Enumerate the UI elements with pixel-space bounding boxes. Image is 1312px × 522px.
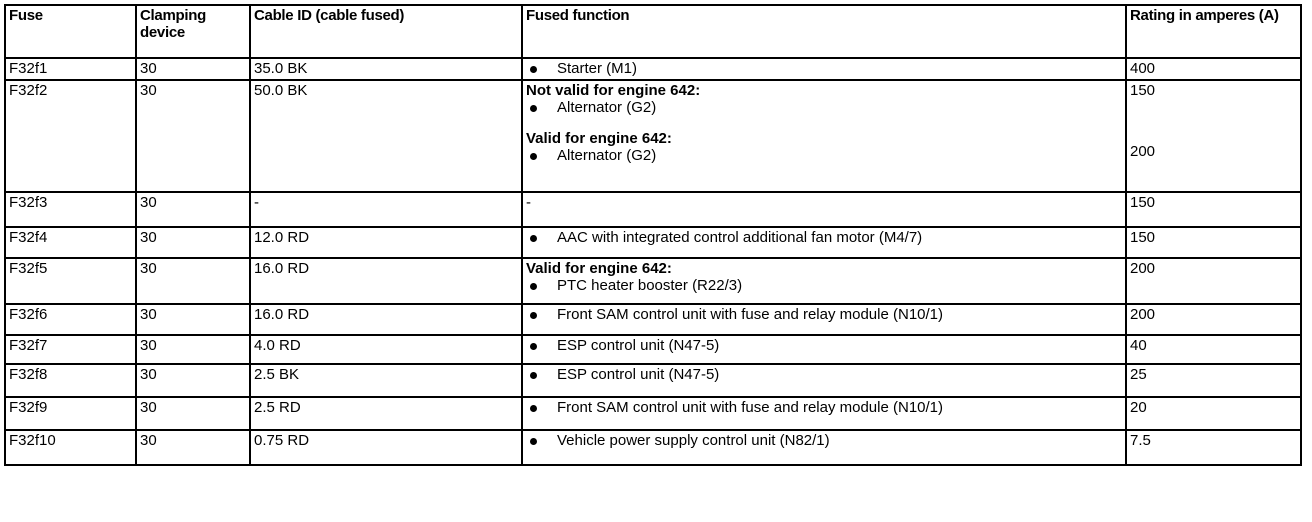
cell-rating: 150 <box>1126 192 1301 227</box>
cell-clamping: 30 <box>136 304 250 335</box>
cell-fuse: F32f5 <box>5 258 136 304</box>
cell-clamping: 30 <box>136 58 250 80</box>
condition-label: Valid for engine 642: <box>526 130 672 147</box>
bullet-icon <box>530 283 537 290</box>
function-text: Alternator (G2) <box>557 147 657 164</box>
table-row <box>5 304 1301 335</box>
cell-fuse: F32f6 <box>5 304 136 335</box>
cell-rating <box>1126 80 1301 192</box>
cell-rating: 150 <box>1126 227 1301 258</box>
cell-clamping: 30 <box>136 430 250 465</box>
cell-rating: 200 <box>1126 304 1301 335</box>
cell-function <box>522 335 1126 364</box>
cell-clamping: 30 <box>136 397 250 430</box>
table-row <box>5 227 1301 258</box>
function-text: Alternator (G2) <box>557 99 657 116</box>
cell-fuse: F32f1 <box>5 58 136 80</box>
function-text: Front SAM control unit with fuse and relay module (N10/1) <box>557 306 944 323</box>
cell-fuse: F32f8 <box>5 364 136 397</box>
cell-cable: 2.5 BK <box>250 364 522 397</box>
header-clamping-device: Clamping device <box>136 5 250 58</box>
cell-rating: 25 <box>1126 364 1301 397</box>
cell-function <box>522 397 1126 430</box>
bullet-icon <box>530 312 537 319</box>
cell-cable: 35.0 BK <box>250 58 522 80</box>
function-text: Vehicle power supply control unit (N82/1) <box>557 432 830 449</box>
table-row <box>5 80 1301 192</box>
header-rating: Rating in amperes (A) <box>1126 5 1301 58</box>
cell-cable: 12.0 RD <box>250 227 522 258</box>
cell-function: - <box>522 192 1126 227</box>
bullet-icon <box>530 343 537 350</box>
table-row <box>5 192 1301 227</box>
cell-fuse: F32f10 <box>5 430 136 465</box>
function-text: ESP control unit (N47-5) <box>557 337 720 354</box>
table-row <box>5 58 1301 80</box>
bullet-icon <box>530 66 537 73</box>
cell-rating: 20 <box>1126 397 1301 430</box>
cell-fuse: F32f7 <box>5 335 136 364</box>
bullet-icon <box>530 153 537 160</box>
bullet-icon <box>530 405 537 412</box>
fuse-table <box>4 4 1302 466</box>
cell-fuse: F32f3 <box>5 192 136 227</box>
cell-cable: 2.5 RD <box>250 397 522 430</box>
bullet-icon <box>530 438 537 445</box>
cell-fuse: F32f4 <box>5 227 136 258</box>
cell-clamping: 30 <box>136 335 250 364</box>
cell-function <box>522 258 1126 304</box>
cell-rating: 200 <box>1126 258 1301 304</box>
bullet-icon <box>530 105 537 112</box>
table-row <box>5 430 1301 465</box>
cell-function <box>522 364 1126 397</box>
cell-function <box>522 227 1126 258</box>
rating-value: 200 <box>1130 143 1156 160</box>
cell-rating: 7.5 <box>1126 430 1301 465</box>
header-fuse: Fuse <box>5 5 136 58</box>
cell-clamping: 30 <box>136 80 250 192</box>
cell-cable: 16.0 RD <box>250 258 522 304</box>
cell-function <box>522 304 1126 335</box>
cell-clamping: 30 <box>136 364 250 397</box>
function-text: Starter (M1) <box>557 60 638 77</box>
function-text: PTC heater booster (R22/3) <box>557 277 743 294</box>
table-row <box>5 397 1301 430</box>
header-row <box>5 5 1301 58</box>
rating-value: 150 <box>1130 82 1156 99</box>
cell-rating: 40 <box>1126 335 1301 364</box>
table-row <box>5 364 1301 397</box>
table-row <box>5 258 1301 304</box>
function-text: ESP control unit (N47-5) <box>557 366 720 383</box>
cell-cable: - <box>250 192 522 227</box>
cell-function <box>522 430 1126 465</box>
cell-clamping: 30 <box>136 227 250 258</box>
bullet-icon <box>530 372 537 379</box>
cell-cable: 0.75 RD <box>250 430 522 465</box>
cell-fuse: F32f9 <box>5 397 136 430</box>
function-text: Front SAM control unit with fuse and relay module (N10/1) <box>557 399 944 416</box>
cell-cable: 16.0 RD <box>250 304 522 335</box>
cell-fuse: F32f2 <box>5 80 136 192</box>
header-fused-function: Fused function <box>522 5 1126 58</box>
condition-label: Valid for engine 642: <box>526 260 672 277</box>
table-row <box>5 335 1301 364</box>
cell-function <box>522 80 1126 192</box>
cell-clamping: 30 <box>136 192 250 227</box>
cell-cable: 4.0 RD <box>250 335 522 364</box>
cell-clamping: 30 <box>136 258 250 304</box>
cell-function <box>522 58 1126 80</box>
cell-cable: 50.0 BK <box>250 80 522 192</box>
bullet-icon <box>530 235 537 242</box>
header-cable-id: Cable ID (cable fused) <box>250 5 522 58</box>
function-text: AAC with integrated control additional fan motor (M4/7) <box>557 229 923 246</box>
condition-label: Not valid for engine 642: <box>526 82 701 99</box>
cell-rating: 400 <box>1126 58 1301 80</box>
